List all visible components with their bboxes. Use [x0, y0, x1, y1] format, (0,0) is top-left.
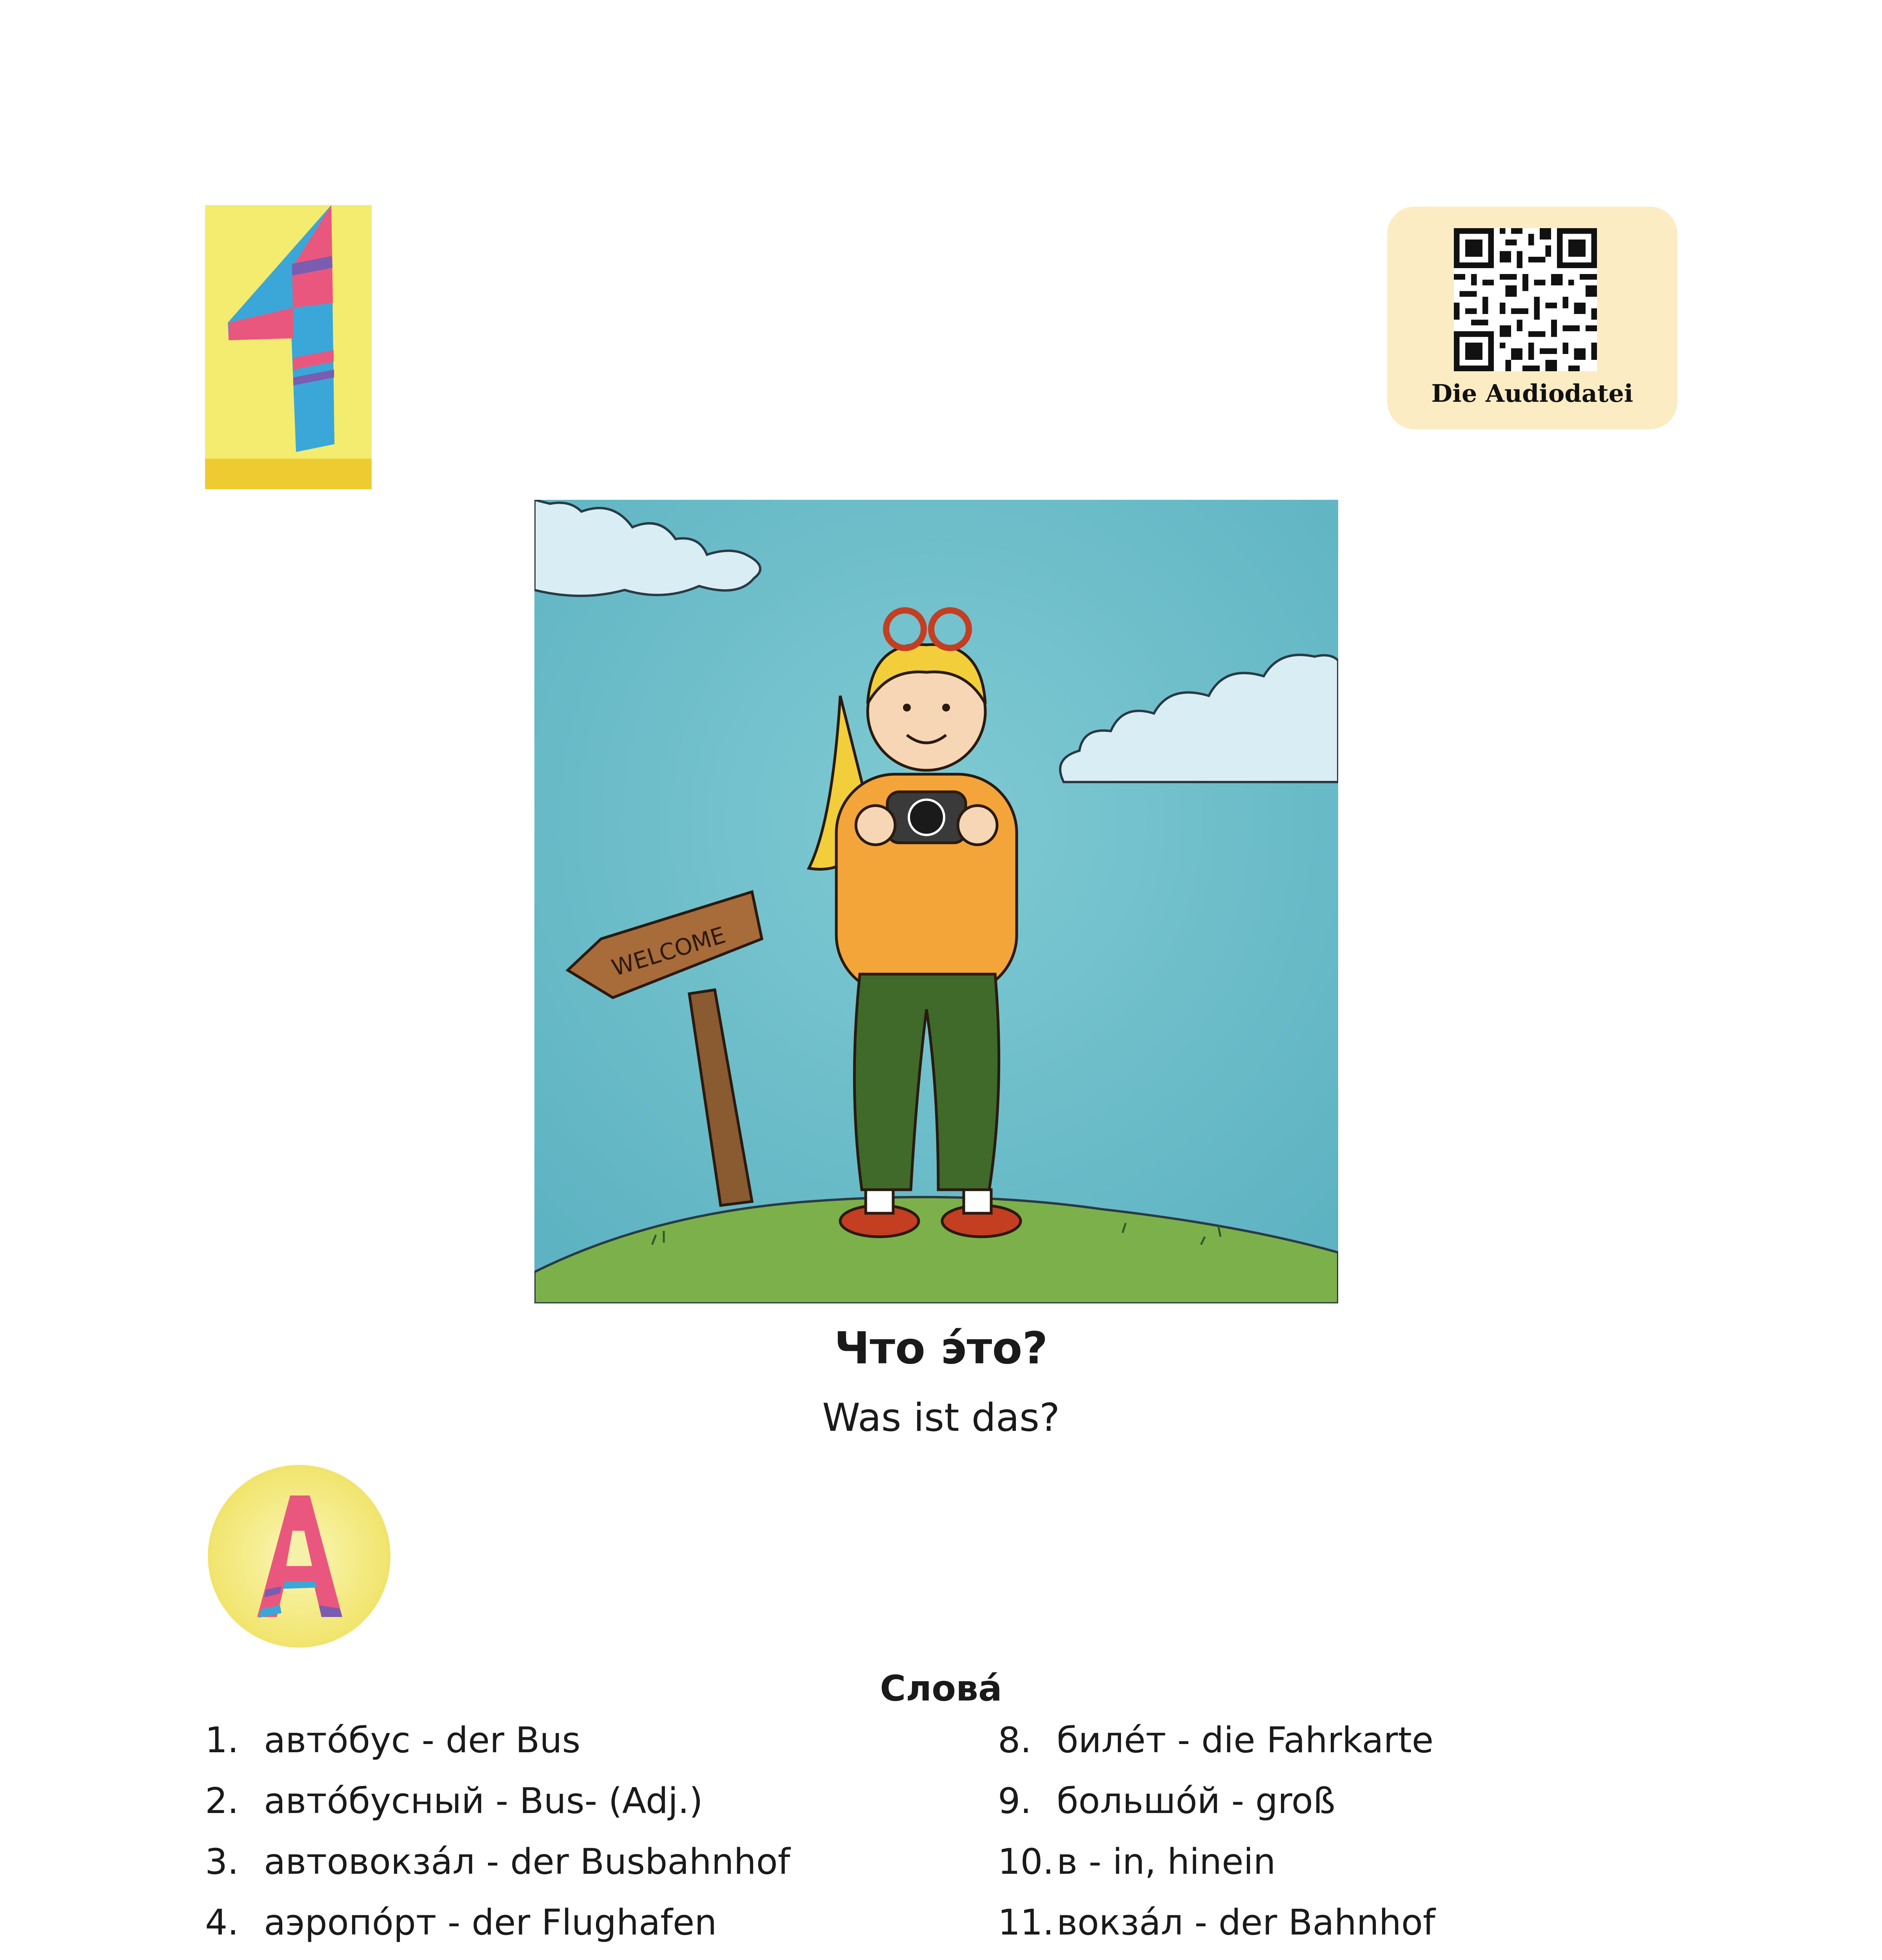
lesson-subtitle: Was ist das?: [822, 1396, 1060, 1440]
vocabulary-item: [998, 1958, 1453, 1960]
item-number: 9.: [998, 1780, 1032, 1822]
audio-file-label[interactable]: Die Audiodatei: [1431, 379, 1633, 408]
vocabulary-item: [998, 1715, 1453, 1776]
item-text: авто́бусный - Bus- (Adj.): [264, 1780, 703, 1822]
chapter-number-badge: [205, 205, 372, 489]
vocabulary-column-right: [998, 1715, 1453, 1960]
item-text: автовокза́л - der Busbahnhof: [264, 1841, 790, 1882]
vocabulary-item: [998, 1897, 1453, 1958]
item-number: 1.: [205, 1720, 239, 1761]
section-a-badge: [207, 1464, 391, 1648]
item-text: в - in, hinein: [1057, 1841, 1276, 1882]
vocabulary-item: [205, 1776, 790, 1837]
item-text: авто́бус - der Bus: [264, 1720, 581, 1761]
item-number: 2.: [205, 1780, 239, 1822]
vocabulary-heading: Слова́: [880, 1668, 1002, 1709]
chapter-number-graphic: [205, 205, 372, 489]
item-number: 10.: [998, 1841, 1054, 1882]
chapter-badge-stripe: [205, 459, 372, 489]
welcome-sign-text: WELCOME: [609, 921, 729, 982]
item-text: вокза́л - der Bahnhof: [1057, 1902, 1435, 1943]
item-number: [998, 1958, 1057, 1960]
item-text: большо́й - groß: [1057, 1780, 1335, 1822]
qr-code-icon[interactable]: [1454, 228, 1597, 371]
item-text: биле́т - die Fahrkarte: [1057, 1720, 1434, 1761]
vocabulary-item: [998, 1776, 1453, 1837]
girl-with-camera-illustration: [534, 500, 1338, 1303]
item-number: 3.: [205, 1841, 239, 1882]
vocabulary-item: [205, 1715, 790, 1776]
item-number: 8.: [998, 1720, 1032, 1761]
vocabulary-item: [998, 1837, 1453, 1897]
lesson-title: Что э́то?: [834, 1323, 1048, 1374]
item-number: [205, 1958, 264, 1960]
item-text: аэропо́рт - der Flughafen: [264, 1902, 717, 1943]
vocabulary-item: [205, 1958, 790, 1960]
item-number: 4.: [205, 1902, 239, 1943]
vocabulary-item: [205, 1897, 790, 1958]
item-number: 11.: [998, 1902, 1054, 1943]
audio-link-box[interactable]: [1387, 207, 1677, 429]
vocabulary-item: [205, 1837, 790, 1897]
vocabulary-column-left: [205, 1715, 790, 1960]
